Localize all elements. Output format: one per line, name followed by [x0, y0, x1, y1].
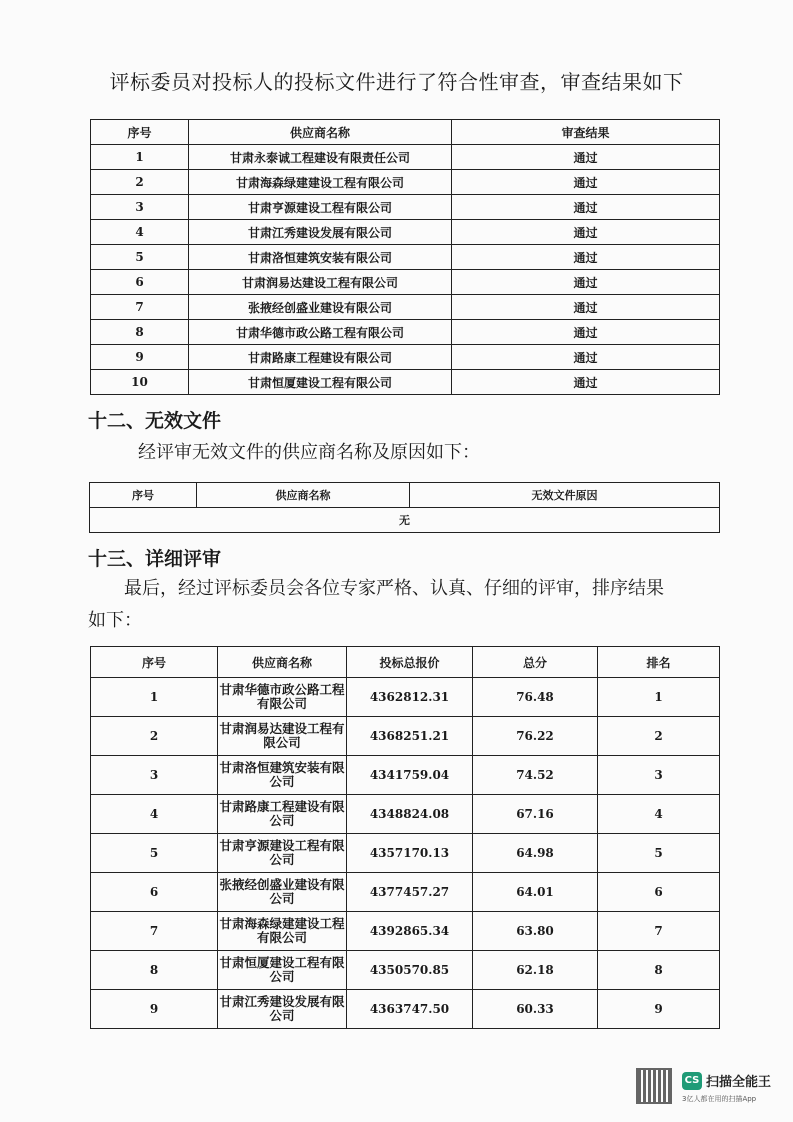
table-row	[91, 145, 720, 170]
table-row	[91, 873, 720, 912]
table-header-row	[91, 120, 720, 145]
row-total-score: 63.80	[473, 912, 598, 951]
row-index: 1	[91, 145, 189, 170]
row-index: 4	[91, 220, 189, 245]
row-result: 通过	[452, 145, 720, 170]
row-supplier: 甘肃华德市政公路工程有限公司	[218, 678, 347, 717]
table-row	[91, 320, 720, 345]
row-supplier: 甘肃华德市政公路工程有限公司	[189, 320, 452, 345]
col-header-result: 审查结果	[452, 120, 720, 145]
row-index: 10	[91, 370, 189, 395]
row-total-score: 64.98	[473, 834, 598, 873]
row-supplier: 甘肃海森绿建建设工程有限公司	[189, 170, 452, 195]
row-rank: 2	[598, 717, 720, 756]
table-row	[91, 951, 720, 990]
row-supplier: 张掖经创盛业建设有限公司	[189, 295, 452, 320]
row-result: 通过	[452, 295, 720, 320]
row-index: 6	[91, 873, 218, 912]
row-rank: 8	[598, 951, 720, 990]
row-bid-price: 4357170.13	[347, 834, 473, 873]
table-row	[91, 245, 720, 270]
row-total-score: 76.22	[473, 717, 598, 756]
row-total-score: 64.01	[473, 873, 598, 912]
row-total-score: 62.18	[473, 951, 598, 990]
row-index: 9	[91, 990, 218, 1029]
row-result: 通过	[452, 170, 720, 195]
table-row	[91, 912, 720, 951]
row-index: 3	[91, 756, 218, 795]
table-row	[91, 295, 720, 320]
camscanner-logo-icon: CS	[682, 1072, 702, 1090]
row-bid-price: 4341759.04	[347, 756, 473, 795]
row-supplier: 甘肃亨源建设工程有限公司	[189, 195, 452, 220]
row-bid-price: 4362812.31	[347, 678, 473, 717]
row-result: 通过	[452, 345, 720, 370]
row-result: 通过	[452, 195, 720, 220]
table-row	[91, 220, 720, 245]
row-supplier: 甘肃恒厦建设工程有限公司	[218, 951, 347, 990]
row-bid-price: 4350570.85	[347, 951, 473, 990]
table-row	[91, 678, 720, 717]
row-rank: 4	[598, 795, 720, 834]
row-supplier: 甘肃永泰诚工程建设有限责任公司	[189, 145, 452, 170]
col-header-supplier: 供应商名称	[197, 483, 410, 508]
watermark-slogan: 3亿人都在用的扫描App	[682, 1095, 757, 1103]
qr-code-icon	[636, 1068, 672, 1104]
table-row	[91, 270, 720, 295]
row-index: 2	[91, 170, 189, 195]
col-header-total-score: 总分	[473, 647, 598, 678]
compliance-table	[90, 119, 720, 395]
row-bid-price: 4392865.34	[347, 912, 473, 951]
row-index: 4	[91, 795, 218, 834]
col-header-reason: 无效文件原因	[410, 483, 720, 508]
row-index: 5	[91, 834, 218, 873]
row-index: 3	[91, 195, 189, 220]
section-13-text-line2: 如下：	[88, 610, 142, 631]
table-row	[91, 717, 720, 756]
table-header-row	[91, 647, 720, 678]
row-result: 通过	[452, 245, 720, 270]
table-row	[91, 795, 720, 834]
row-supplier: 甘肃路康工程建设有限公司	[189, 345, 452, 370]
table-row	[90, 508, 720, 533]
row-bid-price: 4368251.21	[347, 717, 473, 756]
row-index: 1	[91, 678, 218, 717]
row-index: 9	[91, 345, 189, 370]
row-supplier: 甘肃江秀建设发展有限公司	[189, 220, 452, 245]
row-bid-price: 4377457.27	[347, 873, 473, 912]
watermark-brand: 扫描全能王	[706, 1075, 772, 1090]
row-rank: 7	[598, 912, 720, 951]
row-bid-price: 4363747.50	[347, 990, 473, 1029]
row-supplier: 甘肃润易达建设工程有限公司	[218, 717, 347, 756]
row-index: 7	[91, 912, 218, 951]
row-supplier: 甘肃路康工程建设有限公司	[218, 795, 347, 834]
row-result: 通过	[452, 320, 720, 345]
row-result: 通过	[452, 220, 720, 245]
row-index: 8	[91, 320, 189, 345]
col-header-rank: 排名	[598, 647, 720, 678]
table-row	[91, 195, 720, 220]
ranking-table	[90, 646, 720, 1029]
row-result: 通过	[452, 270, 720, 295]
row-result: 通过	[452, 370, 720, 395]
row-supplier: 甘肃亨源建设工程有限公司	[218, 834, 347, 873]
row-total-score: 60.33	[473, 990, 598, 1029]
section-13-heading: 十三、详细评审	[88, 548, 222, 570]
table-row	[91, 345, 720, 370]
row-supplier: 张掖经创盛业建设有限公司	[218, 873, 347, 912]
section-12-text: 经评审无效文件的供应商名称及原因如下：	[138, 442, 480, 463]
row-index: 6	[91, 270, 189, 295]
row-rank: 6	[598, 873, 720, 912]
row-index: 5	[91, 245, 189, 270]
row-index: 7	[91, 295, 189, 320]
row-supplier: 甘肃洛恒建筑安装有限公司	[218, 756, 347, 795]
row-supplier: 甘肃海森绿建建设工程有限公司	[218, 912, 347, 951]
row-index: 2	[91, 717, 218, 756]
row-supplier: 甘肃恒厦建设工程有限公司	[189, 370, 452, 395]
col-header-index: 序号	[91, 647, 218, 678]
row-total-score: 76.48	[473, 678, 598, 717]
row-rank: 1	[598, 678, 720, 717]
col-header-bid-price: 投标总报价	[347, 647, 473, 678]
row-supplier: 甘肃润易达建设工程有限公司	[189, 270, 452, 295]
row-rank: 9	[598, 990, 720, 1029]
row-rank: 3	[598, 756, 720, 795]
intro-text: 评标委员对投标人的投标文件进行了符合性审查，审查结果如下	[109, 70, 684, 94]
invalid-files-table	[89, 482, 720, 533]
row-total-score: 67.16	[473, 795, 598, 834]
row-rank: 5	[598, 834, 720, 873]
section-13-text-line1: 最后，经过评标委员会各位专家严格、认真、仔细的评审，排序结果	[124, 578, 664, 599]
empty-cell: 无	[90, 508, 720, 533]
row-supplier: 甘肃江秀建设发展有限公司	[218, 990, 347, 1029]
table-row	[91, 990, 720, 1029]
row-index: 8	[91, 951, 218, 990]
table-row	[91, 170, 720, 195]
row-bid-price: 4348824.08	[347, 795, 473, 834]
table-row	[91, 834, 720, 873]
col-header-index: 序号	[91, 120, 189, 145]
row-supplier: 甘肃洛恒建筑安装有限公司	[189, 245, 452, 270]
col-header-index: 序号	[90, 483, 197, 508]
col-header-supplier: 供应商名称	[218, 647, 347, 678]
table-header-row	[90, 483, 720, 508]
col-header-supplier: 供应商名称	[189, 120, 452, 145]
table-row	[91, 756, 720, 795]
table-row	[91, 370, 720, 395]
section-12-heading: 十二、无效文件	[88, 410, 222, 432]
row-total-score: 74.52	[473, 756, 598, 795]
